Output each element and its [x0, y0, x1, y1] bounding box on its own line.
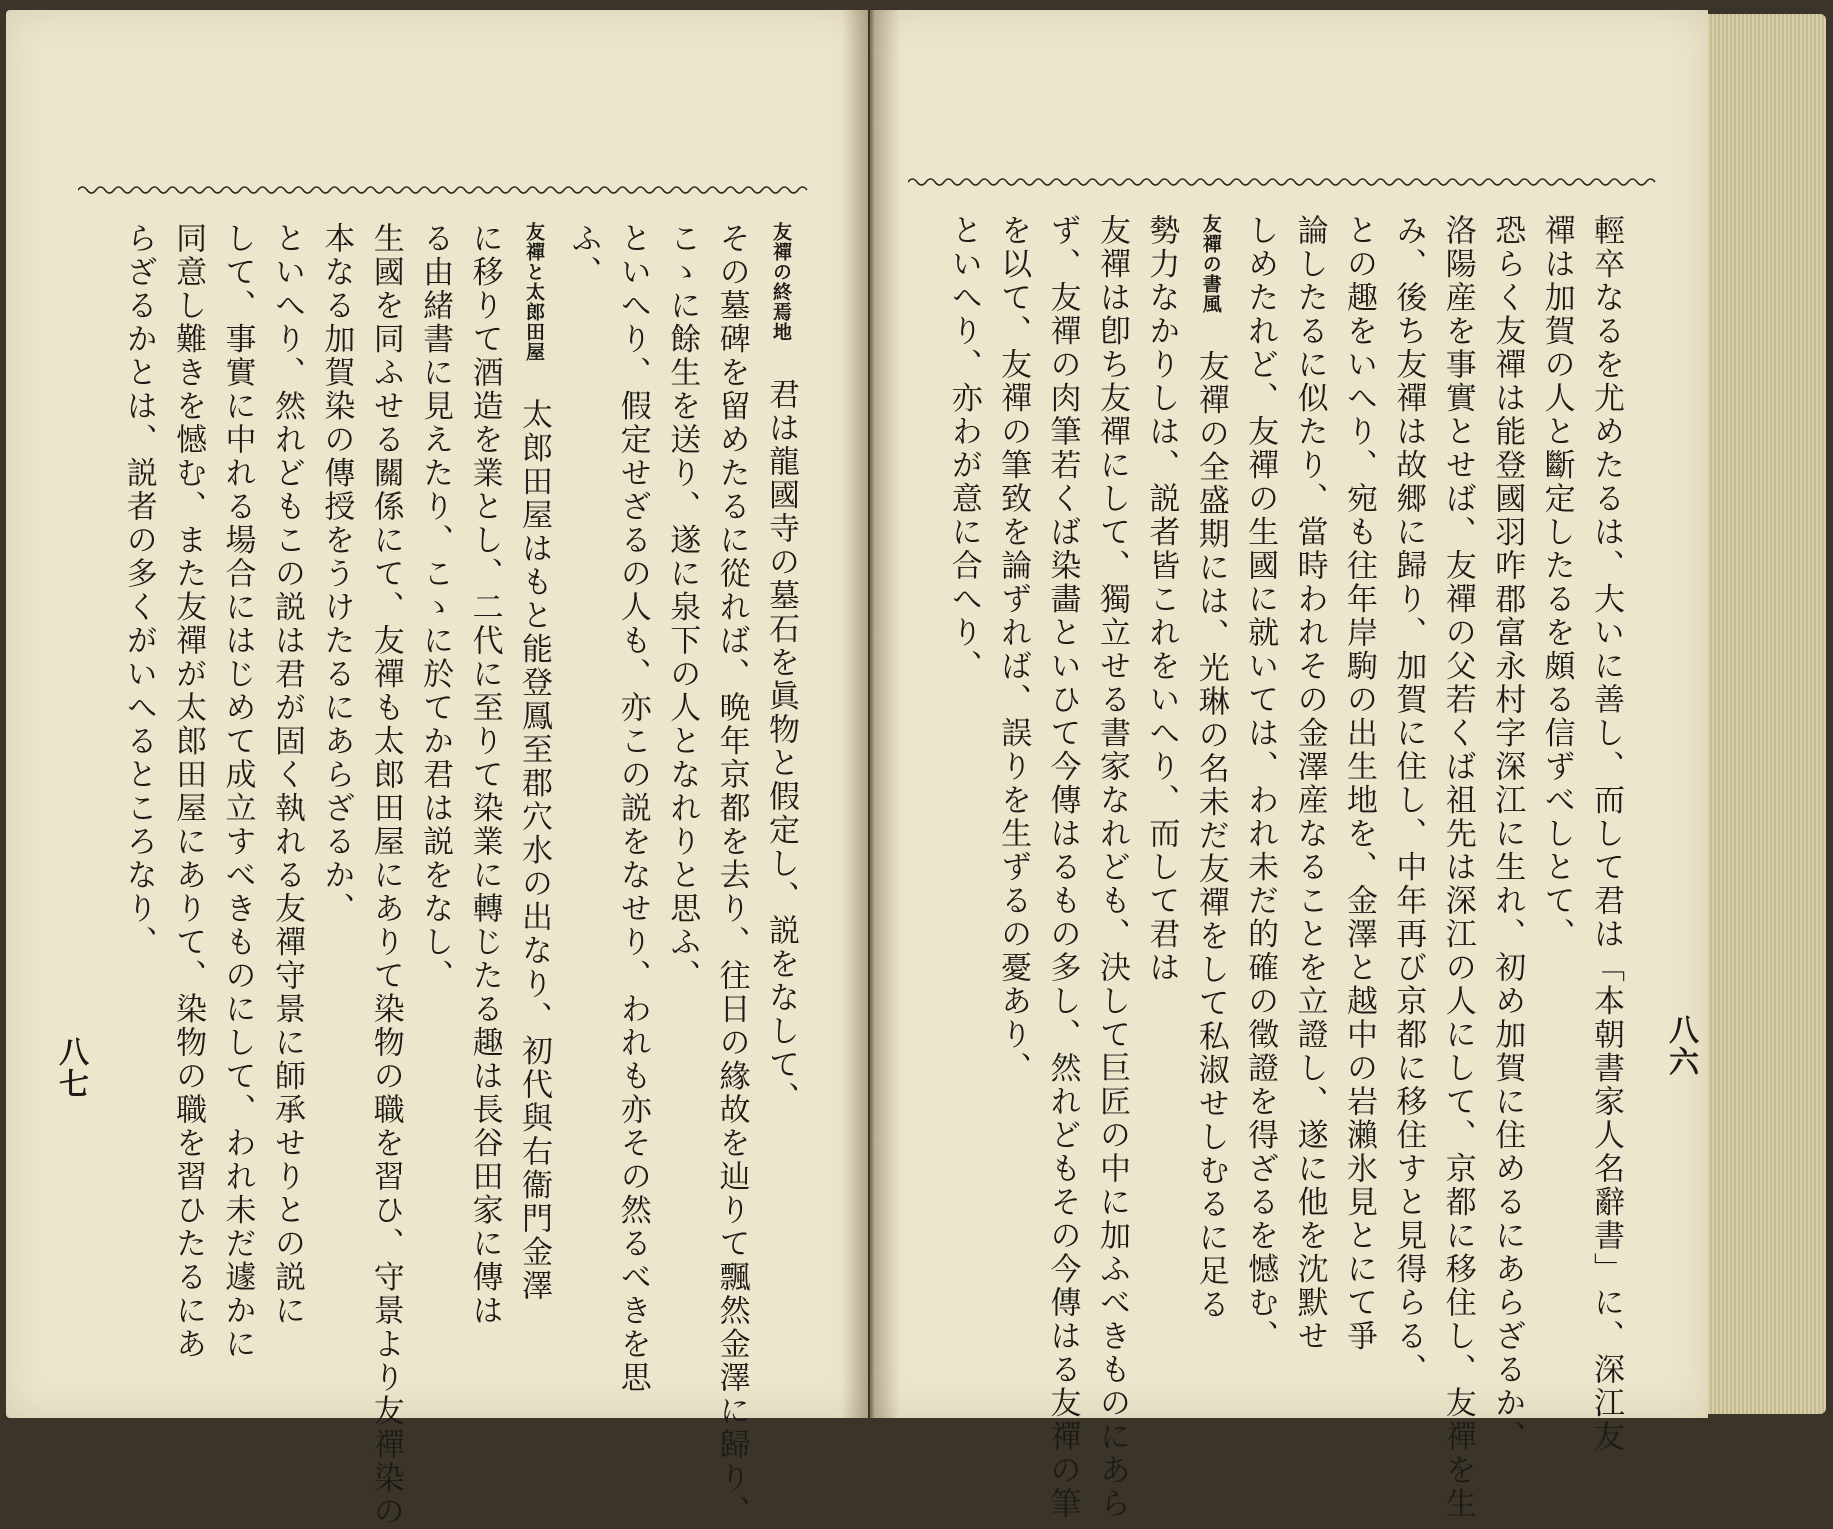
text-line: こゝに餘生を送り、遂に泉下の人となれりと思ふ、	[664, 222, 701, 993]
page-edges	[1708, 14, 1826, 1414]
text-line: を以て、友禪の筆致を論ずれば、誤りを生ずるの憂あり、	[995, 214, 1032, 1085]
text-line: して、事實に中れる場合にはじめて成立すべきものにして、われ未だ遽かに	[219, 222, 256, 1361]
text-line: に移りて酒造を業とし、二代に至りて染業に轉じたる趣は長谷田家に傳は	[466, 222, 503, 1328]
text-line: み、後ち友禪は故郷に歸り、加賀に住し、中年再び京都に移住すと見得らる、	[1390, 214, 1427, 1387]
text-line: との趣をいへり、宛も往年岸駒の出生地を、金澤と越中の岩瀨氷見とにて爭	[1340, 214, 1377, 1353]
text-line: ず、友禪の肉筆若くば染畵といひて今傳はるもの多し、然れどもその今傳はる友禪の筆	[1044, 214, 1081, 1521]
text-line: 勢力なかりしは、説者皆これをいへり、而して君は	[1143, 214, 1180, 985]
text-line: 洛陽産を事實とせば、友禪の父若くば祖先は深江の人にして、京都に移住し、友禪を生	[1439, 214, 1476, 1521]
text-line: といへり、假定せざるの人も、亦この説をなせり、われも亦その然るべきを思	[614, 222, 651, 1395]
marginal-heading: 友禪と太郎田屋	[522, 222, 545, 362]
text-line: といへり、亦わが意に合へり、	[945, 214, 982, 683]
page-number-left: 八七	[53, 1036, 88, 1100]
left-page-text	[102, 222, 805, 1529]
page-number-right: 八六	[1663, 1014, 1698, 1078]
text-line: 本なる加賀染の傳授をうけたるにあらざるか、	[318, 222, 355, 926]
text-line-body: 友禪の全盛期には、光琳の名未だ友禪をして私淑せしむるに足る	[1192, 350, 1229, 1322]
text-line: らざるかとは、説者の多くがいへるところなり、	[120, 222, 157, 959]
text-line-body: 太郎田屋はもと能登鳳至郡穴水の出なり、初代與右衞門金澤	[515, 398, 552, 1303]
text-line	[1185, 214, 1234, 1344]
text-line: 禪は加賀の人と斷定したるを頗る信ずべしとて、	[1538, 214, 1575, 951]
left-wavy-rule	[78, 183, 808, 197]
text-line	[756, 222, 805, 1352]
text-line: といへり、然れどもこの説は君が固く執れる友禪守景に師承せりとの説に	[268, 222, 305, 1328]
text-line: ふ、	[565, 222, 602, 289]
text-line: 友禪は卽ち友禪にして、獨立せる書家なれども、決して巨匠の中に加ふべきものにあら	[1093, 214, 1130, 1521]
text-line	[509, 222, 558, 1352]
text-line: しめたれど、友禪の生國に就いては、われ未だ的確の徵證を得ざるを憾む、	[1242, 214, 1279, 1353]
text-line: 論したるに似たり、當時われその金澤産なることを立證し、遂に他を沈默せ	[1291, 214, 1328, 1353]
right-page-text	[900, 214, 1630, 1521]
text-line: 輕卒なるを尤めたるは、大いに善し、而して君は「本朝書家人名辭書」に、深江友	[1588, 214, 1624, 1454]
text-line: 生國を同ふせる關係にて、友禪も太郎田屋にありて染物の職を習ひ、守景より友禪染の	[367, 222, 404, 1529]
book-gutter	[842, 10, 900, 1418]
text-line: 同意し難きを憾む、また友禪が太郎田屋にありて、染物の職を習ひたるにあ	[170, 222, 207, 1361]
text-line: 恐らく友禪は能登國羽咋郡富永村字深江に生れ、初め加賀に住めるにあらざるか、	[1489, 214, 1526, 1454]
text-line: その墓碑を留めたるに從れば、晩年京都を去り、往日の緣故を辿りて飄然金澤に歸り、	[713, 222, 750, 1529]
text-line-body: 君は龍國寺の墓石を眞物と假定し、説をなして、	[763, 378, 799, 1115]
marginal-heading: 友禪の終焉地	[770, 222, 792, 342]
marginal-heading: 友禪の書風	[1199, 214, 1222, 314]
right-wavy-rule	[908, 175, 1656, 189]
text-line: る由緒書に見えたり、こゝに於てか君は説をなし、	[417, 222, 454, 993]
